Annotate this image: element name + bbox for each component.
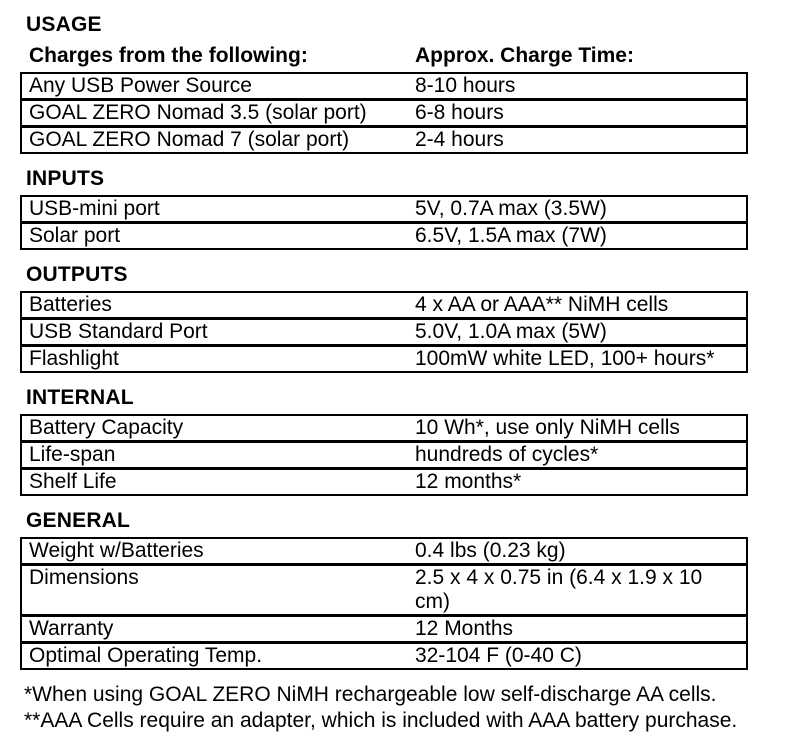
- spec-label: Battery Capacity: [29, 416, 184, 439]
- spec-table: [20, 72, 748, 154]
- spec-label: Solar port: [29, 224, 121, 247]
- spec-value: 8-10 hours: [415, 74, 516, 97]
- column-header-label: Charges from the following:: [29, 44, 308, 67]
- spec-value: hundreds of cycles*: [415, 443, 599, 466]
- section-outputs: [20, 264, 800, 373]
- spec-label: USB-mini port: [29, 197, 160, 220]
- spec-label: Optimal Operating Temp.: [29, 644, 263, 667]
- section-internal: [20, 387, 800, 496]
- sections-container: [20, 14, 800, 670]
- spec-label: Dimensions: [29, 566, 139, 589]
- spec-label: Weight w/Batteries: [29, 539, 204, 562]
- section-heading: GENERAL: [26, 509, 131, 532]
- spec-value: 100mW white LED, 100+ hours*: [415, 347, 715, 370]
- spec-value: 2-4 hours: [415, 128, 504, 151]
- table-row: [20, 537, 748, 565]
- spec-table: [20, 537, 748, 670]
- table-row: [20, 99, 748, 127]
- table-row: [20, 564, 748, 616]
- table-row: [20, 414, 748, 442]
- spec-value: 2.5 x 4 x 0.75 in (6.4 x 1.9 x 10 cm): [415, 566, 703, 613]
- spec-label: Flashlight: [29, 347, 119, 370]
- spec-label: GOAL ZERO Nomad 3.5 (solar port): [29, 101, 367, 124]
- table-column-headers: [20, 44, 748, 68]
- section-general: [20, 510, 800, 670]
- footnote: **AAA Cells require an adapter, which is included with AAA battery purchase.: [24, 709, 738, 732]
- spec-label: Any USB Power Source: [29, 74, 252, 97]
- table-row: [20, 441, 748, 469]
- spec-value: 6.5V, 1.5A max (7W): [415, 224, 607, 247]
- section-usage: [20, 14, 800, 154]
- column-header-value: Approx. Charge Time:: [415, 44, 634, 67]
- spec-label: Batteries: [29, 293, 112, 316]
- spec-value: 5.0V, 1.0A max (5W): [415, 320, 607, 343]
- spec-table: [20, 414, 748, 496]
- section-heading: INPUTS: [26, 167, 105, 190]
- table-row: [20, 318, 748, 346]
- spec-value: 32-104 F (0-40 C): [415, 644, 582, 667]
- table-row: [20, 345, 748, 373]
- table-row: [20, 72, 748, 100]
- spec-label: GOAL ZERO Nomad 7 (solar port): [29, 128, 350, 151]
- footnote: *When using GOAL ZERO NiMH rechargeable low self-discharge AA cells.: [24, 683, 717, 706]
- spec-label: Warranty: [29, 617, 114, 640]
- spec-label: Life-span: [29, 443, 116, 466]
- spec-value: 5V, 0.7A max (3.5W): [415, 197, 607, 220]
- spec-label: Shelf Life: [29, 470, 117, 493]
- spec-value: 10 Wh*, use only NiMH cells: [415, 416, 680, 439]
- spec-table: [20, 291, 748, 373]
- footnotes: [24, 682, 800, 734]
- section-heading: INTERNAL: [26, 386, 134, 409]
- spec-table: [20, 195, 748, 250]
- table-row: [20, 468, 748, 496]
- spec-value: 0.4 lbs (0.23 kg): [415, 539, 566, 562]
- table-row: [20, 291, 748, 319]
- table-row: [20, 222, 748, 250]
- section-inputs: [20, 168, 800, 250]
- table-row: [20, 642, 748, 670]
- section-heading: USAGE: [26, 13, 102, 36]
- table-row: [20, 126, 748, 154]
- spec-label: USB Standard Port: [29, 320, 208, 343]
- spec-value: 6-8 hours: [415, 101, 504, 124]
- spec-value: 12 months*: [415, 470, 522, 493]
- table-row: [20, 615, 748, 643]
- section-heading: OUTPUTS: [26, 263, 128, 286]
- spec-value: 12 Months: [415, 617, 514, 640]
- spec-value: 4 x AA or AAA** NiMH cells: [415, 293, 669, 316]
- table-row: [20, 195, 748, 223]
